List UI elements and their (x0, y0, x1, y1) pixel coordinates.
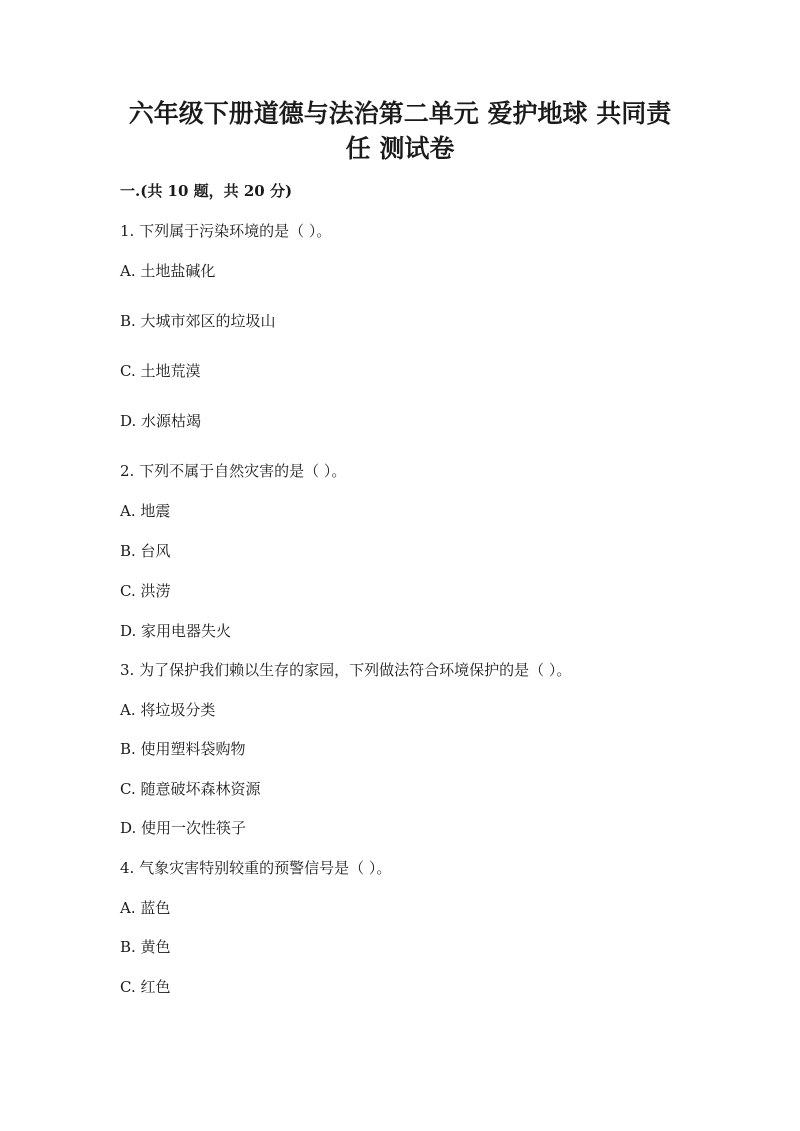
section-heading: 一.(共 10 题，共 20 分) (120, 182, 293, 200)
question-1-option-a: A. 土地盐碱化 (120, 262, 216, 280)
question-4-option-c: C. 红色 (120, 978, 171, 996)
document-title (0, 96, 800, 166)
question-4-option-a: A. 蓝色 (120, 899, 171, 917)
question-1-option-b: B. 大城市郊区的垃圾山 (120, 312, 276, 330)
question-4-option-b: B. 黄色 (120, 938, 171, 956)
question-2-option-a: A. 地震 (120, 502, 171, 520)
question-2-stem: 2. 下列不属于自然灾害的是（ ）。 (120, 462, 347, 480)
question-2-option-d: D. 家用电器失火 (120, 622, 232, 640)
title-line-1: 六年级下册道德与法治第二单元 爱护地球 共同责 (128, 99, 672, 128)
question-3-stem: 3. 为了保护我们赖以生存的家园，下列做法符合环境保护的是（ ）。 (120, 661, 572, 679)
question-2-option-c: C. 洪涝 (120, 582, 171, 600)
question-1-option-d: D. 水源枯竭 (120, 412, 202, 430)
question-1-option-c: C. 土地荒漠 (120, 362, 201, 380)
question-4-stem: 4. 气象灾害特别较重的预警信号是（ ）。 (120, 859, 392, 877)
question-3-option-b: B. 使用塑料袋购物 (120, 740, 246, 758)
question-3-option-a: A. 将垃圾分类 (120, 701, 216, 719)
question-3-option-c: C. 随意破坏森林资源 (120, 780, 261, 798)
question-3-option-d: D. 使用一次性筷子 (120, 819, 247, 837)
title-line-2: 任 测试卷 (345, 134, 455, 163)
question-1-stem: 1. 下列属于污染环境的是（ ）。 (120, 222, 332, 240)
question-2-option-b: B. 台风 (120, 542, 171, 560)
